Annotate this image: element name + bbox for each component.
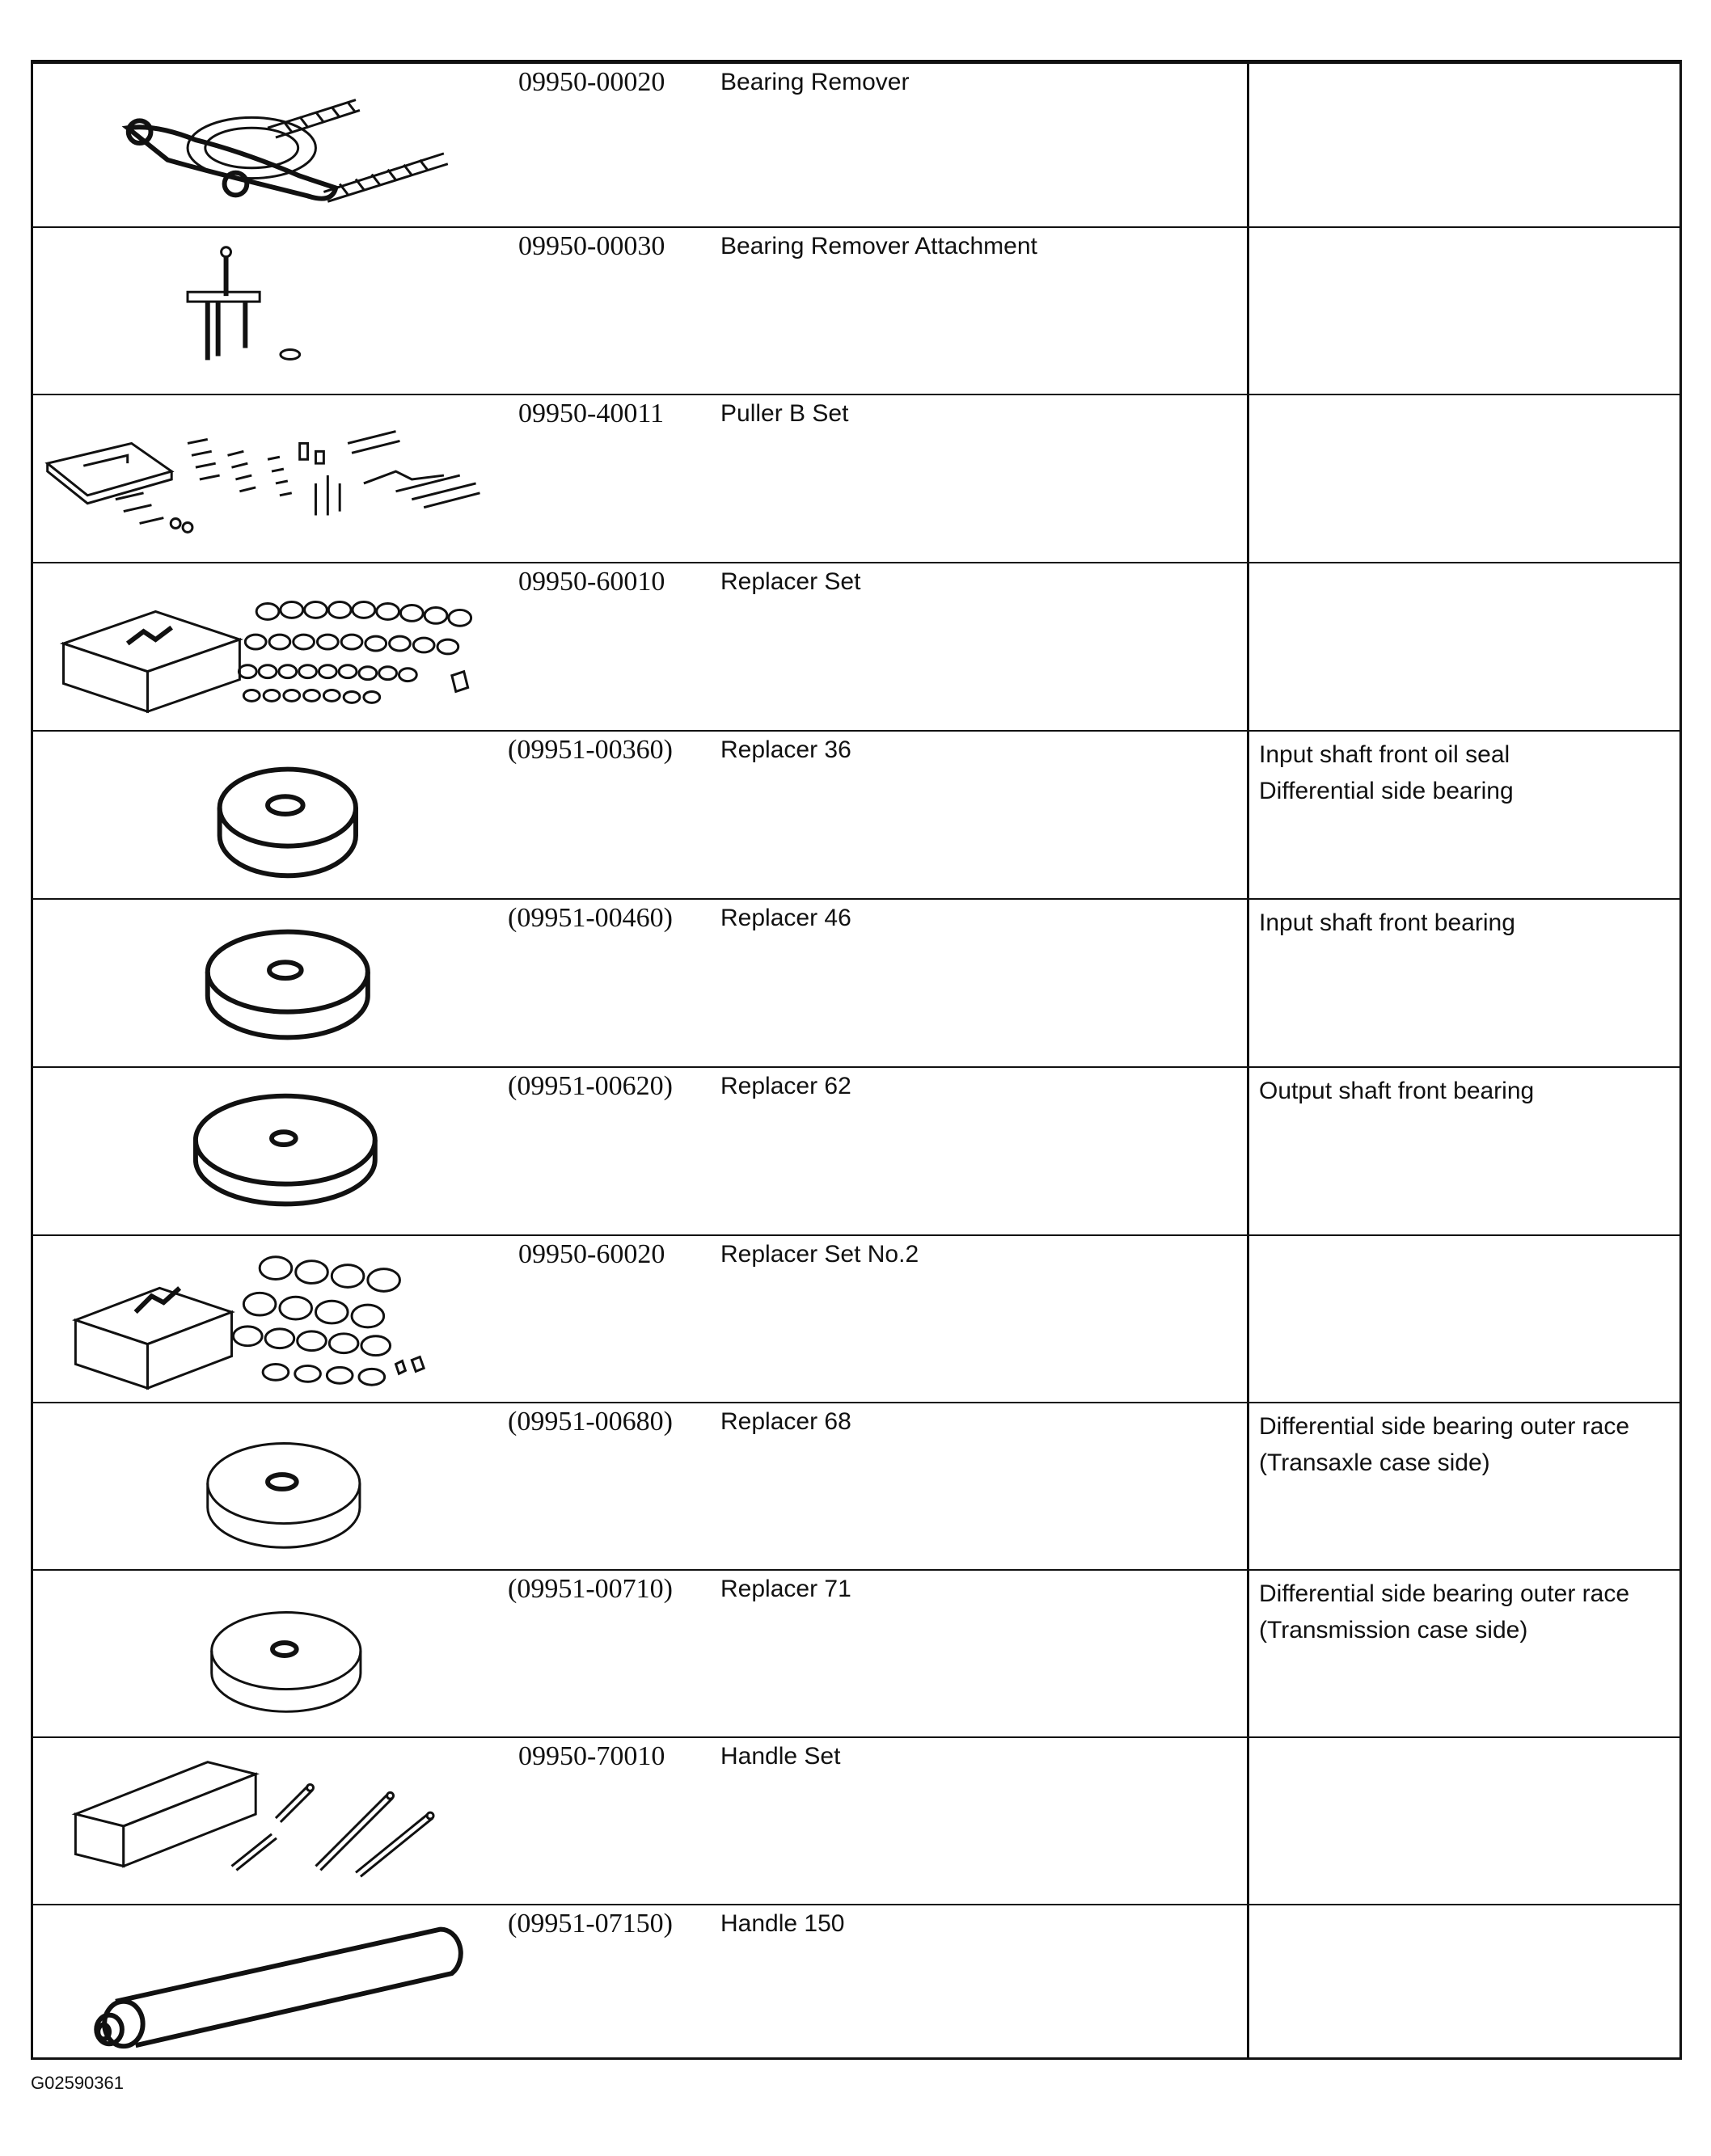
part-number: (09951-07150) — [508, 1909, 673, 1939]
part-name: Bearing Remover — [720, 69, 910, 95]
part-name: Replacer 62 — [720, 1073, 851, 1099]
replacer-disc-icon — [33, 1403, 510, 1569]
part-number: (09951-00680) — [508, 1407, 673, 1437]
handle-icon — [33, 1905, 510, 2062]
part-number: 09950-60010 — [518, 567, 665, 597]
table-row — [33, 562, 1679, 730]
puller-set-icon — [33, 395, 510, 562]
usage-note: Differential side bearing outer race (Transmission case side) — [1259, 1580, 1630, 1643]
bearing-remover-attachment-icon — [33, 228, 510, 394]
part-number: 09950-40011 — [518, 399, 665, 428]
replacer-set-icon — [33, 563, 510, 730]
table-row — [33, 898, 1679, 1066]
part-number: (09951-00620) — [508, 1071, 673, 1101]
part-name: Bearing Remover Attachment — [720, 233, 1037, 259]
part-name: Replacer Set — [720, 568, 861, 595]
part-name: Replacer 46 — [720, 905, 851, 931]
part-number: 09950-70010 — [518, 1741, 665, 1771]
table-row — [33, 1066, 1679, 1234]
special-tools-table — [31, 60, 1682, 2060]
table-row — [33, 1904, 1679, 2062]
part-name: Replacer 71 — [720, 1576, 851, 1602]
part-number: (09951-00360) — [508, 735, 673, 765]
part-name: Replacer 36 — [720, 736, 851, 763]
part-name: Replacer 68 — [720, 1408, 851, 1435]
table-row — [33, 62, 1679, 226]
replacer-disc-icon — [33, 1571, 510, 1736]
table-row — [33, 1234, 1679, 1402]
part-number: (09951-00710) — [508, 1574, 673, 1604]
usage-note: Input shaft front bearing — [1259, 909, 1515, 936]
part-name: Handle 150 — [720, 1910, 845, 1937]
usage-note: Differential side bearing outer race (Transaxle case side) — [1259, 1413, 1630, 1476]
part-name: Handle Set — [720, 1743, 841, 1770]
replacer-disc-icon — [33, 900, 510, 1066]
table-row — [33, 730, 1679, 898]
part-number: 09950-00030 — [518, 231, 665, 261]
part-name: Replacer Set No.2 — [720, 1241, 919, 1268]
figure-id: G02590361 — [31, 2073, 124, 2093]
handle-set-icon — [33, 1738, 510, 1904]
usage-note: Output shaft front bearing — [1259, 1078, 1535, 1104]
table-row — [33, 1569, 1679, 1736]
part-name: Puller B Set — [720, 400, 849, 427]
part-number: 09950-00020 — [518, 67, 665, 97]
usage-note: Input shaft front oil seal Differential side bearing — [1259, 741, 1514, 804]
part-number: (09951-00460) — [508, 903, 673, 933]
bearing-remover-icon — [33, 64, 510, 226]
table-row — [33, 1736, 1679, 1904]
replacer-disc-icon — [33, 732, 510, 898]
replacer-disc-icon — [33, 1068, 510, 1234]
part-number: 09950-60020 — [518, 1239, 665, 1269]
table-row — [33, 226, 1679, 394]
replacer-set-2-icon — [33, 1236, 510, 1402]
table-row — [33, 394, 1679, 562]
table-row — [33, 1402, 1679, 1569]
